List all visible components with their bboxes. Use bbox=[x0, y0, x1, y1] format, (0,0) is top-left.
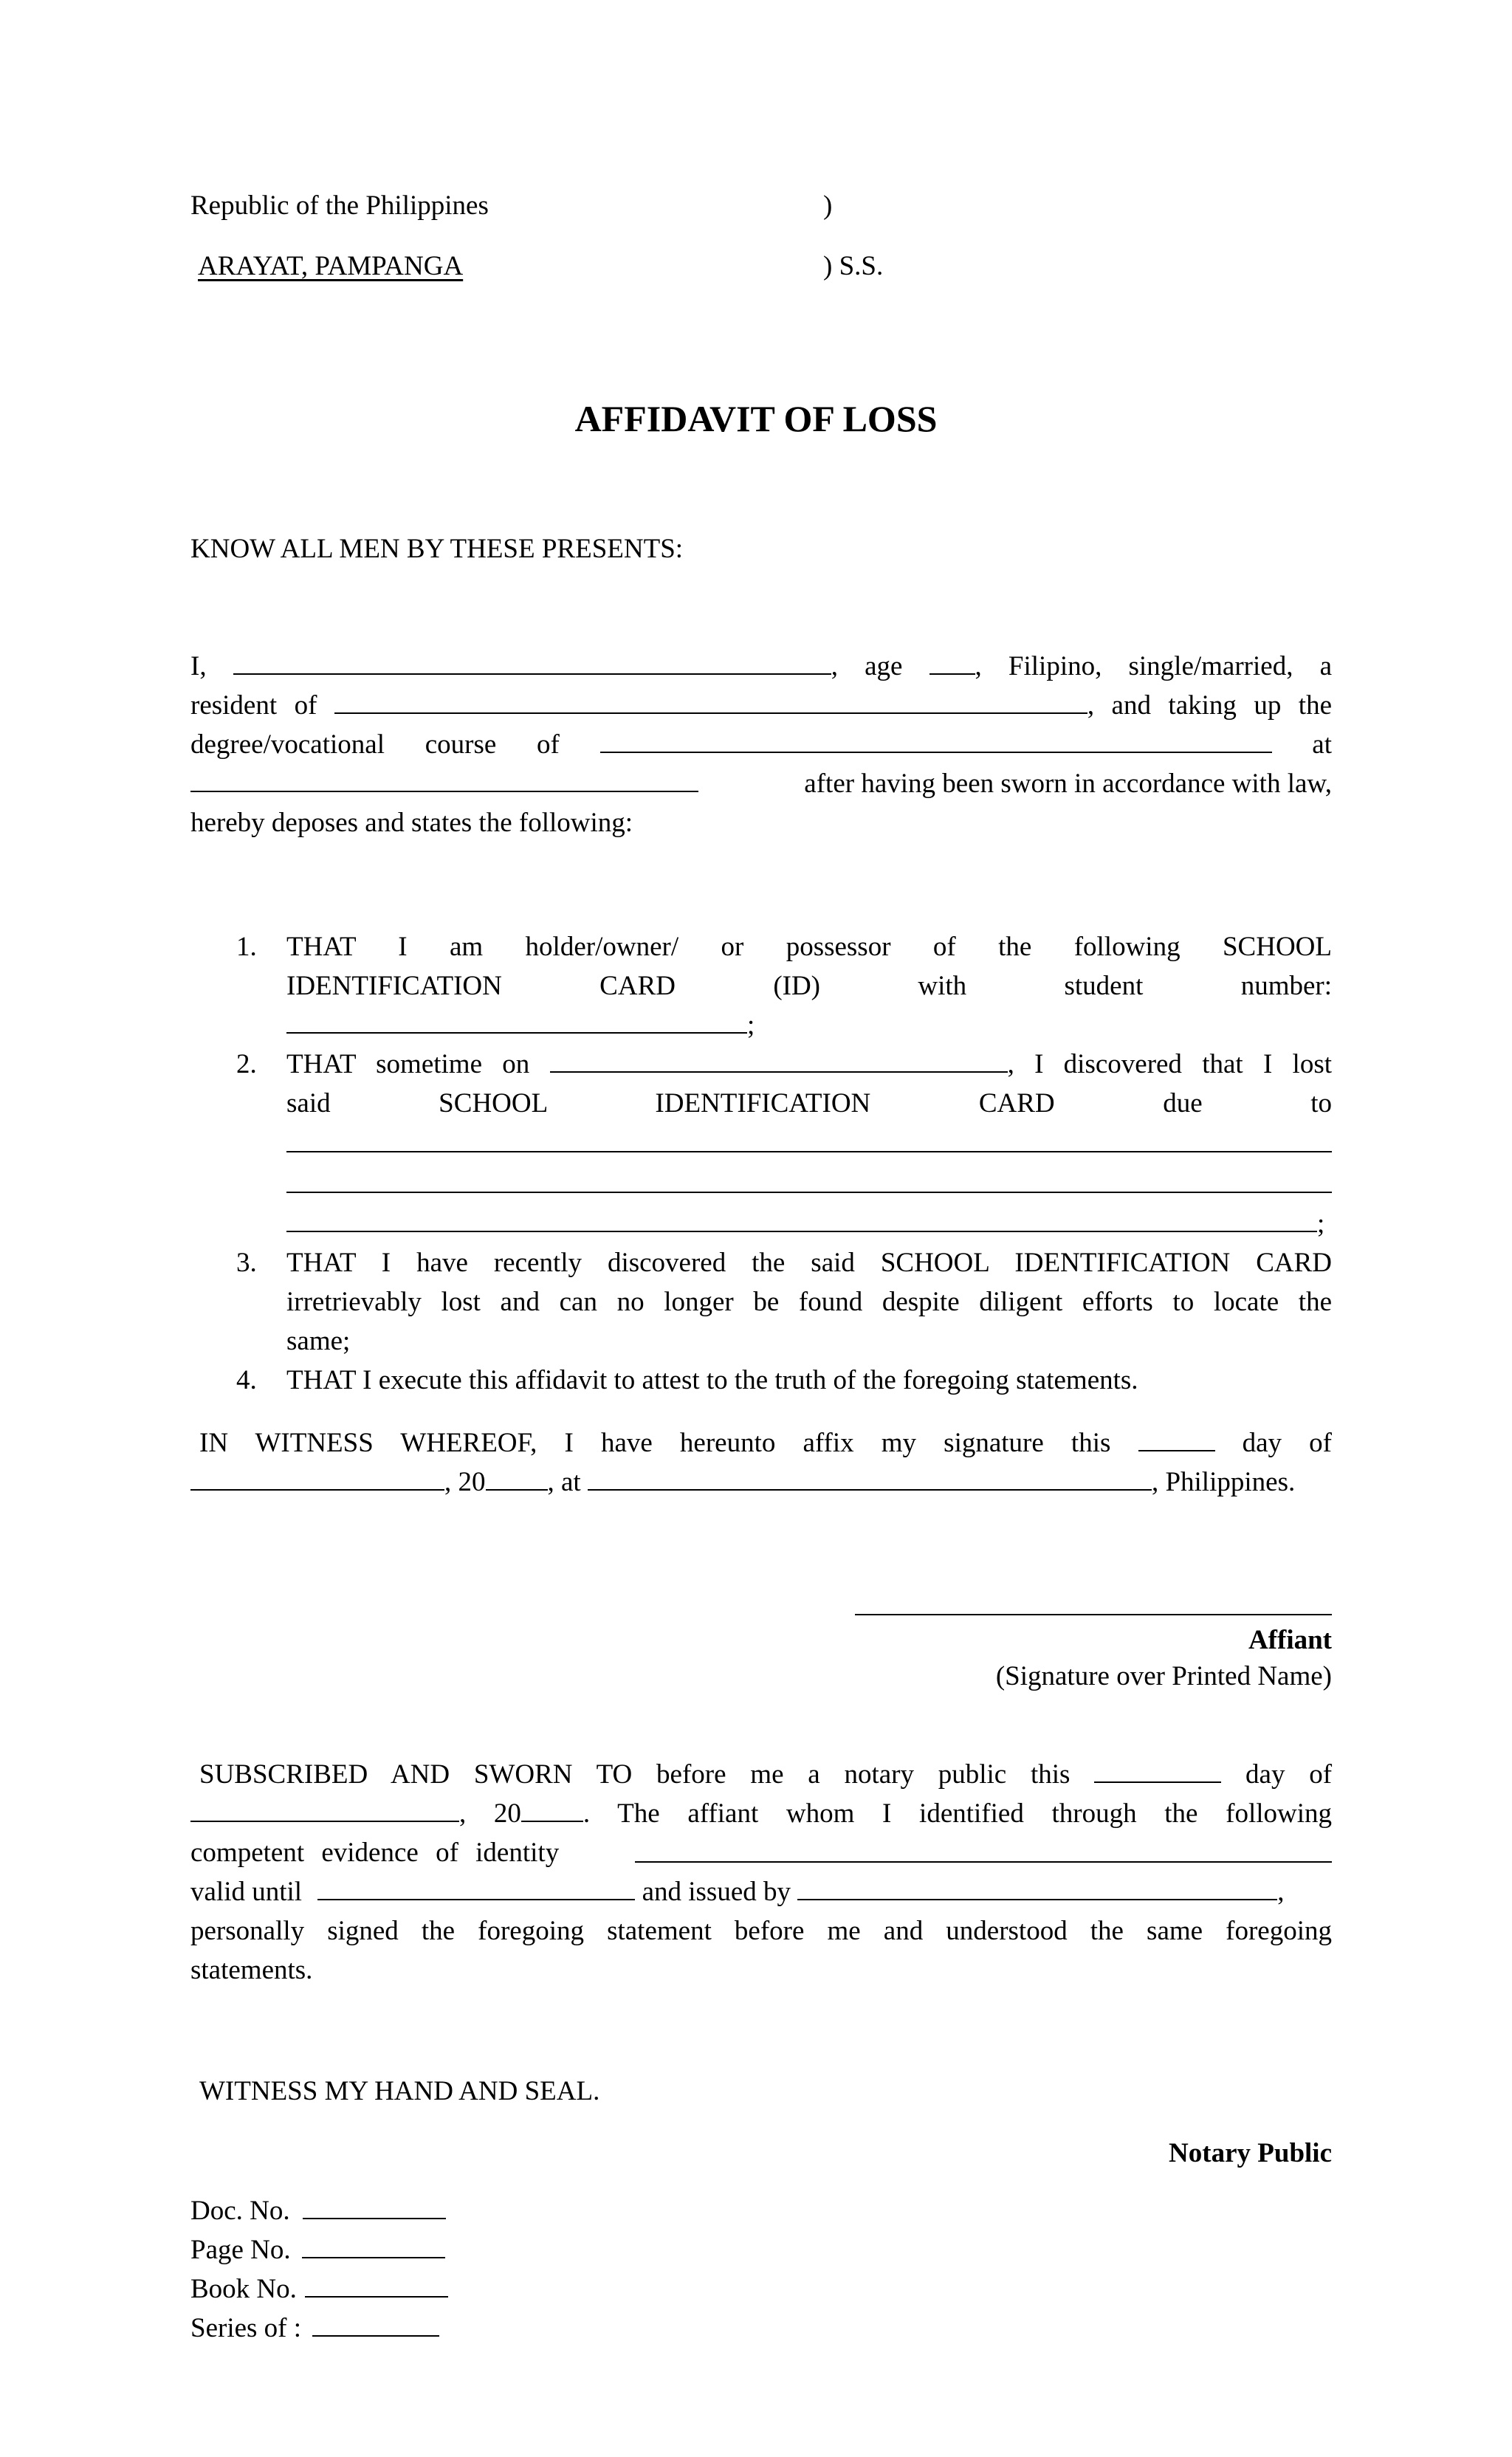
competent-label: competent evidence of identity bbox=[190, 1838, 560, 1868]
name-blank[interactable] bbox=[233, 647, 831, 675]
doc-no-label: Doc. No. bbox=[190, 2196, 290, 2226]
item-text: said SCHOOL IDENTIFICATION CARD due to bbox=[286, 1088, 1332, 1118]
book-no-blank[interactable] bbox=[305, 2269, 448, 2298]
jurat-month-blank[interactable] bbox=[190, 1794, 459, 1822]
year-blank[interactable] bbox=[486, 1463, 548, 1491]
series-label: Series of : bbox=[190, 2313, 302, 2343]
doc-entries bbox=[190, 2191, 448, 2348]
book-no-label: Book No. bbox=[190, 2274, 297, 2304]
jurat-text: SUBSCRIBED AND SWORN TO before me a notary public this bbox=[199, 1759, 1071, 1790]
valid-until-blank[interactable] bbox=[317, 1872, 635, 1900]
jurat-paragraph bbox=[190, 1755, 1332, 1990]
page-no-blank[interactable] bbox=[302, 2230, 445, 2258]
age-label: , age bbox=[831, 651, 903, 681]
year-prefix: , 20 bbox=[459, 1798, 521, 1829]
id-evidence-blank[interactable] bbox=[635, 1833, 1332, 1863]
intro-i: I, bbox=[190, 651, 207, 681]
item-text: THAT sometime on bbox=[286, 1049, 530, 1079]
item-text: , I discovered that I lost bbox=[1007, 1049, 1333, 1079]
school-blank[interactable] bbox=[190, 764, 698, 792]
venue-place: ARAYAT, PAMPANGA bbox=[198, 251, 464, 281]
presents-line: KNOW ALL MEN BY THESE PRESENTS: bbox=[190, 534, 684, 564]
day-of-label: day of bbox=[1242, 1428, 1332, 1458]
venue-ss: ) S.S. bbox=[823, 251, 884, 281]
day-blank[interactable] bbox=[1138, 1423, 1215, 1451]
statement-item bbox=[190, 927, 1332, 1045]
statement-item bbox=[190, 1243, 1332, 1361]
degree-label: degree/vocational course of bbox=[190, 729, 560, 760]
item-number: 4. bbox=[236, 1365, 257, 1395]
jurat-day-blank[interactable] bbox=[1094, 1755, 1221, 1783]
document-title: AFFIDAVIT OF LOSS bbox=[574, 398, 938, 439]
notary-public-label: Notary Public bbox=[1169, 2138, 1332, 2168]
venue-paren: ) bbox=[823, 190, 833, 221]
series-blank[interactable] bbox=[312, 2309, 439, 2337]
at-label: , at bbox=[547, 1467, 581, 1497]
item-text: THAT I have recently discovered the said SCHOOL IDENTIFICATION CARD bbox=[286, 1248, 1332, 1278]
deposes-label: hereby deposes and states the following: bbox=[190, 808, 633, 838]
student-number-blank[interactable] bbox=[286, 1006, 747, 1034]
signature-note: (Signature over Printed Name) bbox=[995, 1661, 1332, 1691]
sworn-label: after having been sworn in accordance with law, bbox=[804, 769, 1332, 799]
jurat-text: statements. bbox=[190, 1955, 313, 1985]
statement-item bbox=[190, 1045, 1332, 1243]
item-number: 3. bbox=[236, 1248, 257, 1278]
item-text: THAT I execute this affidavit to attest to the truth of the foregoing statements. bbox=[286, 1365, 1138, 1395]
statement-item bbox=[190, 1361, 1332, 1400]
item-text: IDENTIFICATION CARD (ID) with student number: bbox=[286, 971, 1332, 1001]
reason-blank[interactable] bbox=[286, 1164, 1332, 1193]
resident-label: resident of bbox=[190, 690, 317, 721]
item-text: irretrievably lost and can no longer be found despite diligent efforts to locate the bbox=[286, 1287, 1332, 1317]
item-text: THAT I am holder/owner/ or possessor of the following SCHOOL bbox=[286, 932, 1332, 962]
item-text: same; bbox=[286, 1326, 351, 1356]
item-number: 1. bbox=[236, 932, 257, 962]
semicolon: ; bbox=[747, 1010, 755, 1040]
affiant-label: Affiant bbox=[1248, 1625, 1332, 1655]
month-blank[interactable] bbox=[190, 1463, 444, 1491]
jurat-text: personally signed the foregoing statement before me and understood the same foregoing bbox=[190, 1916, 1332, 1946]
semicolon: ; bbox=[1317, 1209, 1325, 1239]
statements-list bbox=[190, 927, 1332, 1400]
at-label: at bbox=[1312, 729, 1332, 760]
page-no-label: Page No. bbox=[190, 2235, 291, 2265]
year-prefix: , 20 bbox=[444, 1467, 486, 1497]
date-lost-blank[interactable] bbox=[550, 1045, 1008, 1073]
course-blank[interactable] bbox=[600, 725, 1272, 753]
republic-label: Republic of the Philippines bbox=[190, 190, 489, 221]
comma: , bbox=[1277, 1877, 1285, 1907]
issued-by-blank[interactable] bbox=[797, 1872, 1277, 1900]
jurat-text: . The affiant whom I identified through the following bbox=[583, 1798, 1333, 1829]
intro-paragraph bbox=[190, 647, 1332, 842]
place-blank[interactable] bbox=[588, 1463, 1152, 1491]
issued-by-label: and issued by bbox=[642, 1877, 791, 1907]
residence-blank[interactable] bbox=[334, 686, 1087, 714]
venue-header bbox=[190, 186, 929, 307]
reason-blank[interactable] bbox=[286, 1204, 1317, 1232]
age-blank[interactable] bbox=[929, 647, 975, 675]
valid-until-label: valid until bbox=[190, 1877, 303, 1907]
jurat-year-blank[interactable] bbox=[521, 1794, 583, 1822]
item-number: 2. bbox=[236, 1049, 257, 1079]
hand-seal: WITNESS MY HAND AND SEAL. bbox=[199, 2076, 600, 2106]
philippines-label: , Philippines. bbox=[1151, 1467, 1296, 1497]
reason-blank[interactable] bbox=[286, 1123, 1332, 1152]
affiant-signature-line[interactable] bbox=[855, 1614, 1332, 1615]
civil-status-label: , Filipino, single/married, a bbox=[975, 651, 1332, 681]
witness-text: IN WITNESS WHEREOF, I have hereunto affix my signature this bbox=[199, 1428, 1111, 1458]
witness-whereof bbox=[190, 1423, 1332, 1502]
day-of-label: day of bbox=[1245, 1759, 1333, 1790]
doc-no-blank[interactable] bbox=[303, 2191, 446, 2219]
taking-label: , and taking up the bbox=[1087, 690, 1333, 721]
